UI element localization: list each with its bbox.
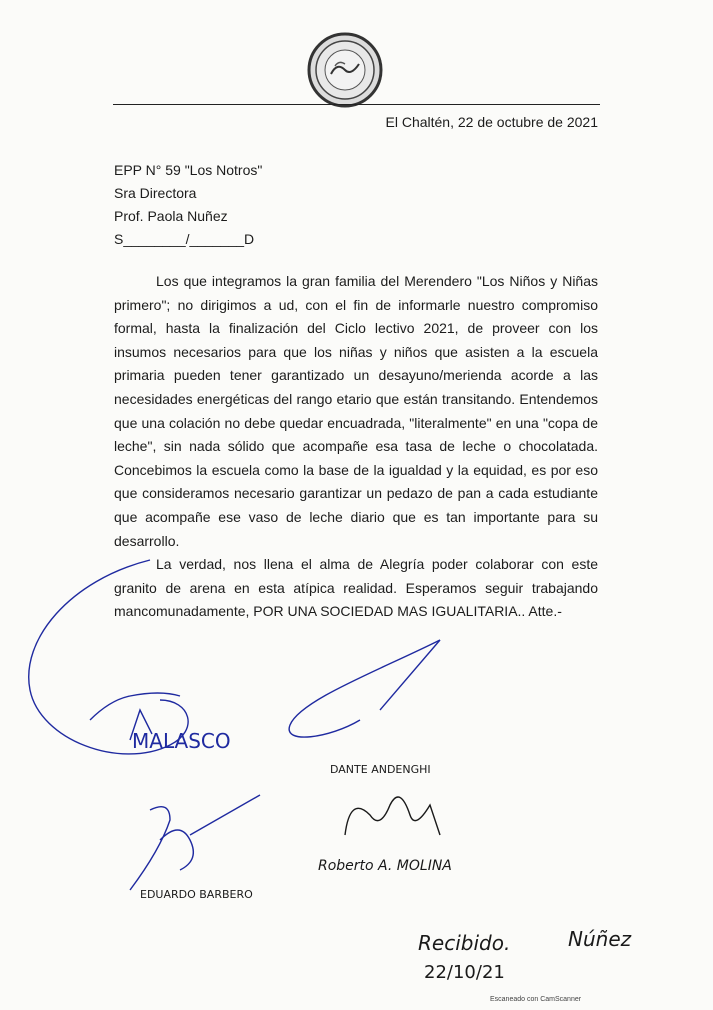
recipient-role: Sra Directora bbox=[114, 185, 197, 201]
recipient-sd: S________/_______D bbox=[114, 231, 255, 247]
signature-4-scribble bbox=[345, 797, 440, 835]
recipient-name: Prof. Paola Nuñez bbox=[114, 208, 228, 224]
signature-2-scribble bbox=[289, 640, 440, 737]
signature-3-name: EDUARDO BARBERO bbox=[140, 888, 253, 901]
received-initials: Núñez bbox=[568, 927, 632, 951]
received-label: Recibido. bbox=[418, 931, 511, 955]
signature-3-scribble bbox=[130, 795, 260, 890]
signature-4-name: Roberto A. MOLINA bbox=[318, 858, 452, 874]
date-line: El Chaltén, 22 de octubre de 2021 bbox=[385, 114, 598, 130]
signature-2-name: DANTE ANDENGHI bbox=[330, 763, 431, 776]
signature-1-name: MALASCO bbox=[132, 729, 231, 753]
paragraph-1: Los que integramos la gran familia del Merendero "Los Niños y Niñas primero"; no dirigimos a ud, con el fin de informarle nuestro compromiso formal, hasta la finalización del Ciclo lectivo 2021, de proveer con los insumos necesarios para que los niñas y niños que asisten a la escuela primaria pueden tener garantizado un desayuno/merienda acorde a las necesidades energéticas del rango etario que están transitando. Entendemos que una colación no debe quedar encuadrada, "literalmente" en una "copa de leche", sin nada sólido que acompañe esa tasa de leche o chocolatada. Concebimos la escuela como la base de la igualdad y la equidad, es por eso que consideramos necesario garantizar un pedazo de pan a cada estudiante que acompañe ese vaso de leche diario que es tan importante para su desarrollo. bbox=[114, 273, 598, 549]
signature-1-scribble bbox=[29, 560, 188, 754]
recipient-school: EPP N° 59 "Los Notros" bbox=[114, 162, 263, 178]
received-date: 22/10/21 bbox=[424, 962, 505, 983]
scanner-footer: Escaneado con CamScanner bbox=[490, 996, 582, 1003]
paragraph-2: La verdad, nos llena el alma de Alegría poder colaborar con este granito de arena en esta atípica realidad. Esperamos seguir trabajando mancomunadamente, POR UNA SOCIEDAD MAS IGUALITARIA.. Atte.- bbox=[114, 556, 598, 620]
